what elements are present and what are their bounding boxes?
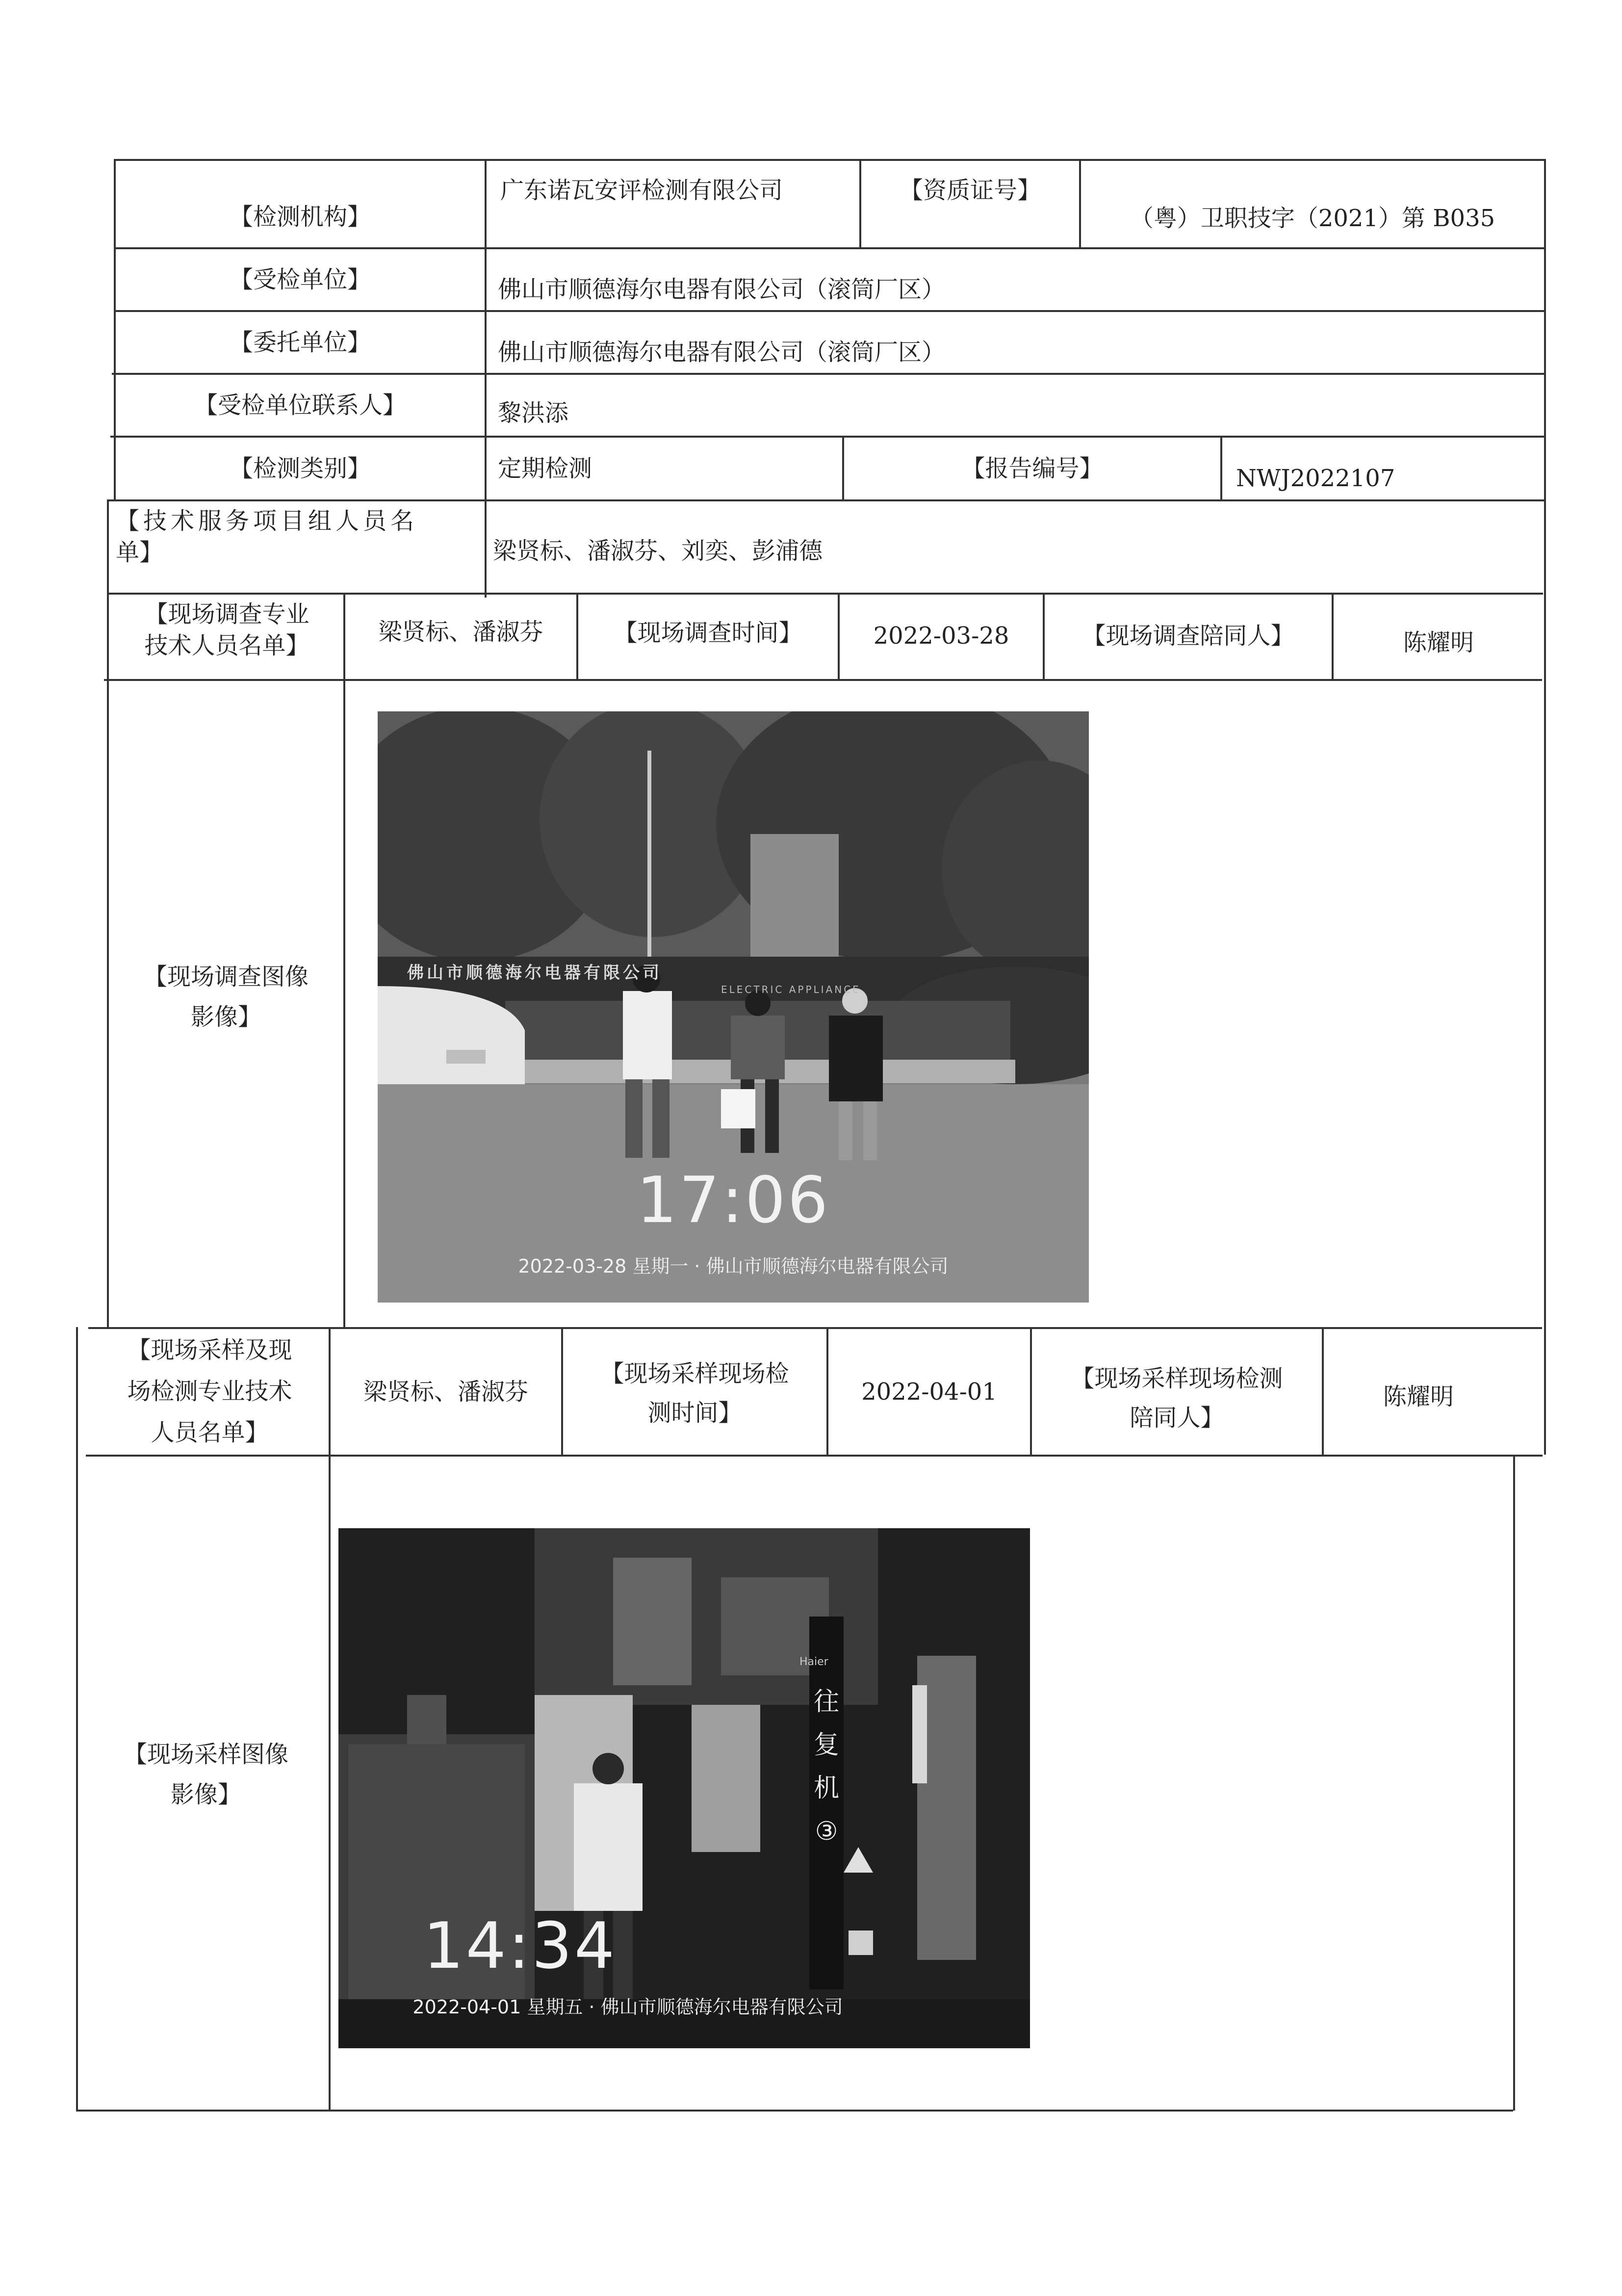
sampling-site-photo [338,1528,1030,2048]
survey-image-label-line: 影像】 [190,1003,261,1031]
team-value: 梁贤标、潘淑芬、刘奕、彭浦德 [493,537,823,565]
photo-time: 14:34 [423,1908,617,1983]
survey-staff-label [110,599,343,661]
border-left [76,1327,78,2111]
brand-label: Haier [799,1656,828,1668]
category-value: 定期检测 [498,454,592,482]
cert-label: 【资质证号】 [899,176,1041,204]
company-sign-subtitle: ELECTRIC APPLIANCE [721,984,861,995]
category-label: 【检测类别】 [229,454,371,482]
column-divider [343,593,345,1327]
border-right [1513,1455,1515,2111]
sampling-staff-value: 梁贤标、潘淑芬 [363,1378,528,1406]
sampling-image-label [83,1734,329,1815]
team-label [116,505,484,568]
sampling-escort-label-line: 【现场采样现场检测 [1071,1365,1283,1392]
warning-sign-icon [844,1847,873,1873]
survey-staff-value: 梁贤标、潘淑芬 [378,618,543,646]
row-divider [76,2110,1513,2112]
row-divider [104,679,1542,681]
contact-label: 【受检单位联系人】 [194,391,406,419]
sampling-time-value: 2022-04-01 [861,1378,997,1406]
inspected-unit-label: 【受检单位】 [229,265,371,293]
client-unit-label: 【委托单位】 [229,328,371,356]
sampling-escort-label-line: 陪同人】 [1130,1404,1224,1432]
machine-label-char: ③ [815,1817,838,1846]
photo-dateline: 2022-03-28 星期一 · 佛山市顺德海尔电器有限公司 [518,1255,949,1277]
survey-image-label-line: 【现场调查图像 [143,963,309,991]
team-label-line: 【技术服务项目组人员名 [116,507,418,535]
column-divider [1220,436,1222,499]
sampling-time-label [563,1354,826,1433]
report-number-value: NWJ2022107 [1236,464,1395,492]
report-number-label: 【报告编号】 [961,454,1103,482]
client-unit-value: 佛山市顺德海尔电器有限公司（滚筒厂区） [498,338,946,366]
sampling-escort-value: 陈耀明 [1383,1383,1454,1410]
sampling-image-label-line: 【现场采样图像 [123,1741,288,1768]
survey-image-label [109,957,343,1037]
sampling-staff-label-line: 【现场采样及现 [127,1336,292,1364]
survey-staff-label-line: 【现场调查专业 [144,600,309,628]
company-sign: 佛山市顺德海尔电器有限公司 [407,963,662,983]
survey-site-photo [378,711,1089,1303]
sampling-time-label-line: 测时间】 [647,1399,742,1427]
agency-value: 广东诺瓦安评检测有限公司 [500,176,783,204]
team-label-line: 单】 [116,539,163,566]
contact-value: 黎洪添 [498,399,569,427]
sampling-image-label-line: 影像】 [170,1781,241,1808]
column-divider [485,159,487,598]
sampling-staff-label-line: 人员名单】 [151,1419,269,1446]
survey-time-label: 【现场调查时间】 [614,619,802,647]
machine-label-char: 复 [813,1730,839,1760]
sampling-staff-label-line: 场检测专业技术 [127,1378,292,1405]
machine-label-char: 往 [813,1687,839,1717]
survey-time-value: 2022-03-28 [873,622,1009,650]
machine-label [807,1680,846,1853]
row-divider [88,1327,1542,1329]
sampling-time-label-line: 【现场采样现场检 [600,1360,789,1387]
agency-label: 【检测机构】 [229,203,371,231]
inspected-unit-value: 佛山市顺德海尔电器有限公司（滚筒厂区） [498,275,946,303]
photo-time: 17:06 [636,1163,830,1237]
survey-escort-label: 【现场调查陪同人】 [1082,622,1294,650]
sampling-escort-label [1032,1359,1322,1437]
sampling-staff-label [91,1330,329,1453]
survey-escort-value: 陈耀明 [1403,629,1474,656]
border-left [107,499,109,1327]
cert-value: （粤）卫职技字（2021）第 B035 [1130,204,1495,232]
survey-staff-label-line: 技术人员名单】 [144,632,309,659]
border-right [1544,159,1546,1455]
machine-label-char: 机 [813,1774,839,1803]
photo-dateline: 2022-04-01 星期五 · 佛山市顺德海尔电器有限公司 [412,1996,843,2018]
